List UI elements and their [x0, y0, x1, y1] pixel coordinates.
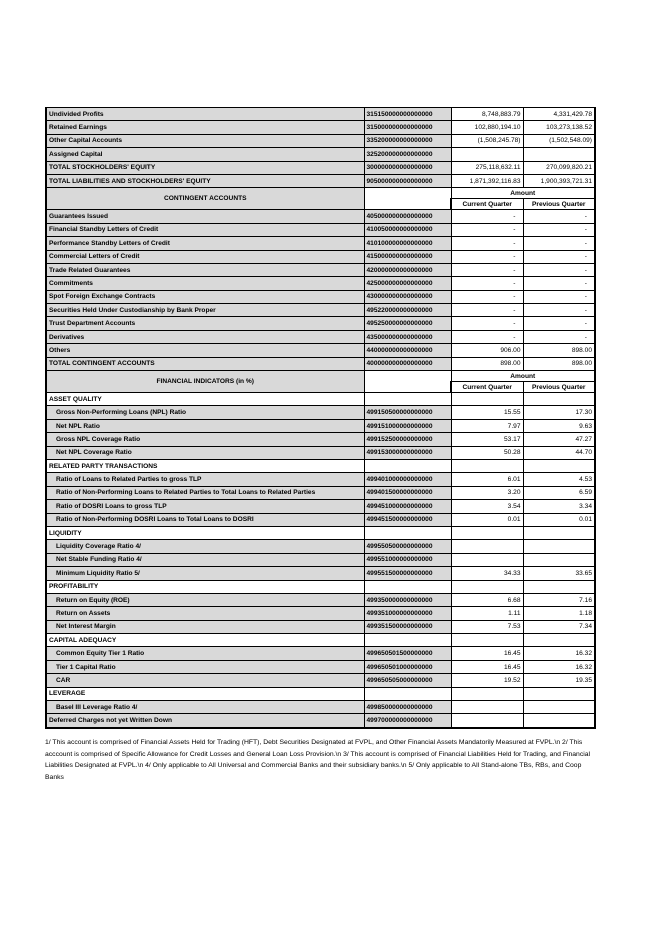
current-quarter-value — [451, 553, 523, 566]
current-quarter-value: 53.17 — [451, 433, 523, 446]
account-code: 410100000000000000 — [364, 237, 451, 250]
row-label: TOTAL STOCKHOLDERS' EQUITY — [46, 161, 364, 174]
financial-indicators-title: FINANCIAL INDICATORS (in %) — [46, 371, 364, 393]
row-label: Return on Assets — [46, 607, 364, 620]
contingent-accounts-title: CONTINGENT ACCOUNTS — [46, 188, 364, 210]
previous-quarter-value — [523, 714, 595, 728]
section-row — [46, 459, 595, 472]
current-quarter-value: 3.54 — [451, 500, 523, 513]
current-quarter-value: 898.00 — [451, 357, 523, 370]
row-label: Retained Earnings — [46, 121, 364, 134]
account-code: 499650501000000000 — [364, 660, 451, 673]
account-code: 499351500000000000 — [364, 620, 451, 633]
row-label: Trust Department Accounts — [46, 317, 364, 330]
table-row — [46, 419, 595, 432]
row-label: Guarantees Issued — [46, 210, 364, 223]
row-label: Basel III Leverage Ratio 4/ — [46, 701, 364, 714]
previous-quarter-value: - — [523, 263, 595, 276]
account-code: 499150500000000000 — [364, 406, 451, 419]
table-row — [46, 593, 595, 606]
blank-cell — [364, 526, 451, 539]
current-quarter-value: 275,118,632.11 — [451, 161, 523, 174]
account-code: 905000000000000000 — [364, 174, 451, 187]
account-code: 415000000000000000 — [364, 250, 451, 263]
section-row — [46, 393, 595, 406]
account-code: 499151000000000000 — [364, 419, 451, 432]
current-quarter-value: 102,880,194.10 — [451, 121, 523, 134]
table-row — [46, 277, 595, 290]
account-code: 499401000000000000 — [364, 473, 451, 486]
previous-quarter-value: - — [523, 330, 595, 343]
table-row — [46, 263, 595, 276]
table-row — [46, 540, 595, 553]
row-label: Net Stable Funding Ratio 4/ — [46, 553, 364, 566]
previous-quarter-value: 4.53 — [523, 473, 595, 486]
previous-quarter-value: - — [523, 277, 595, 290]
previous-quarter-value: 33.65 — [523, 567, 595, 580]
section-row — [46, 580, 595, 593]
blank-cell — [523, 580, 595, 593]
financial-indicators-header — [46, 371, 595, 382]
table-row — [46, 250, 595, 263]
table-row — [46, 647, 595, 660]
table-row — [46, 446, 595, 459]
table-row — [46, 304, 595, 317]
current-quarter-value: - — [451, 304, 523, 317]
account-code: 499551000000000000 — [364, 553, 451, 566]
table-row — [46, 701, 595, 714]
previous-quarter-value: 44.70 — [523, 446, 595, 459]
previous-quarter-value: - — [523, 223, 595, 236]
account-code: 499153000000000000 — [364, 446, 451, 459]
account-code: 405000000000000000 — [364, 210, 451, 223]
current-quarter-value: 15.55 — [451, 406, 523, 419]
row-label: Derivatives — [46, 330, 364, 343]
account-code: 495220000000000000 — [364, 304, 451, 317]
account-code: 315150000000000000 — [364, 108, 451, 121]
section-label: RELATED PARTY TRANSACTIONS — [46, 459, 364, 472]
previous-quarter-value: 6.59 — [523, 486, 595, 499]
current-quarter-header: Current Quarter — [451, 382, 523, 393]
blank-cell — [523, 634, 595, 647]
row-label: Minimum Liquidity Ratio 5/ — [46, 567, 364, 580]
row-label: Securities Held Under Custodianship by Bank Proper — [46, 304, 364, 317]
table-row — [46, 330, 595, 343]
account-code: 440000000000000000 — [364, 344, 451, 357]
previous-quarter-value: - — [523, 317, 595, 330]
account-code: 499850000000000000 — [364, 701, 451, 714]
previous-quarter-value: 7.16 — [523, 593, 595, 606]
section-label: LIQUIDITY — [46, 526, 364, 539]
blank-cell — [523, 526, 595, 539]
table-row — [46, 357, 595, 370]
section-label: LEVERAGE — [46, 687, 364, 700]
previous-quarter-value: 0.01 — [523, 513, 595, 526]
row-label: Net NPL Ratio — [46, 419, 364, 432]
table-row — [46, 433, 595, 446]
section-label: CAPITAL ADEQUACY — [46, 634, 364, 647]
current-quarter-value: 1,871,392,116.83 — [451, 174, 523, 187]
row-label: Assigned Capital — [46, 148, 364, 161]
previous-quarter-value: - — [523, 250, 595, 263]
account-code: 325200000000000000 — [364, 148, 451, 161]
previous-quarter-value: 16.32 — [523, 660, 595, 673]
row-label: Net NPL Coverage Ratio — [46, 446, 364, 459]
row-label: Tier 1 Capital Ratio — [46, 660, 364, 673]
row-label: Others — [46, 344, 364, 357]
table-row — [46, 290, 595, 303]
row-label: Financial Standby Letters of Credit — [46, 223, 364, 236]
row-label: Deferred Charges not yet Written Down — [46, 714, 364, 728]
previous-quarter-value: 898.00 — [523, 344, 595, 357]
table-row — [46, 553, 595, 566]
row-label: Ratio of Loans to Related Parties to gross TLP — [46, 473, 364, 486]
blank-cell — [364, 393, 451, 406]
blank-cell — [523, 393, 595, 406]
table-row — [46, 210, 595, 223]
row-label: Other Capital Accounts — [46, 134, 364, 147]
previous-quarter-value: 1.18 — [523, 607, 595, 620]
previous-quarter-value: - — [523, 304, 595, 317]
row-label: TOTAL CONTINGENT ACCOUNTS — [46, 357, 364, 370]
previous-quarter-value: - — [523, 210, 595, 223]
current-quarter-value: 7.53 — [451, 620, 523, 633]
previous-quarter-value: - — [523, 237, 595, 250]
account-code: 499152500000000000 — [364, 433, 451, 446]
current-quarter-value: 1.11 — [451, 607, 523, 620]
current-quarter-value: 16.45 — [451, 660, 523, 673]
blank-cell — [523, 687, 595, 700]
section-row — [46, 687, 595, 700]
row-label: CAR — [46, 674, 364, 687]
previous-quarter-value — [523, 148, 595, 161]
account-code: 430000000000000000 — [364, 290, 451, 303]
account-code: 499551500000000000 — [364, 567, 451, 580]
current-quarter-value: - — [451, 250, 523, 263]
row-label: Spot Foreign Exchange Contracts — [46, 290, 364, 303]
section-row — [46, 634, 595, 647]
blank-code-header — [364, 371, 451, 393]
current-quarter-value: - — [451, 277, 523, 290]
blank-cell — [364, 580, 451, 593]
blank-code-header — [364, 188, 451, 210]
current-quarter-value: 6.68 — [451, 593, 523, 606]
current-quarter-value: 6.01 — [451, 473, 523, 486]
account-code: 499350000000000000 — [364, 593, 451, 606]
current-quarter-value: - — [451, 317, 523, 330]
account-code: 499650501500000000 — [364, 647, 451, 660]
previous-quarter-value: (1,502,548.09) — [523, 134, 595, 147]
table-row — [46, 406, 595, 419]
previous-quarter-header: Previous Quarter — [523, 382, 595, 393]
table-row — [46, 607, 595, 620]
previous-quarter-value — [523, 553, 595, 566]
row-label: Gross Non-Performing Loans (NPL) Ratio — [46, 406, 364, 419]
table-row — [46, 714, 595, 728]
table-row — [46, 674, 595, 687]
blank-cell — [523, 459, 595, 472]
blank-cell — [451, 580, 523, 593]
current-quarter-value: 34.33 — [451, 567, 523, 580]
section-row — [46, 526, 595, 539]
previous-quarter-value: 47.27 — [523, 433, 595, 446]
current-quarter-value: - — [451, 290, 523, 303]
row-label: Ratio of Non-Performing DOSRI Loans to Total Loans to DOSRI — [46, 513, 364, 526]
account-code: 410050000000000000 — [364, 223, 451, 236]
current-quarter-header: Current Quarter — [451, 199, 523, 210]
statement-table — [45, 107, 596, 729]
table-row — [46, 620, 595, 633]
previous-quarter-value: 270,099,820.21 — [523, 161, 595, 174]
current-quarter-value: 906.00 — [451, 344, 523, 357]
table-row — [46, 486, 595, 499]
account-code: 400000000000000000 — [364, 357, 451, 370]
table-row — [46, 513, 595, 526]
table-row — [46, 174, 595, 187]
table-row — [46, 134, 595, 147]
section-label: PROFITABILITY — [46, 580, 364, 593]
table-row — [46, 500, 595, 513]
current-quarter-value — [451, 148, 523, 161]
current-quarter-value: 3.20 — [451, 486, 523, 499]
table-row — [46, 317, 595, 330]
row-label: Commitments — [46, 277, 364, 290]
account-code: 435000000000000000 — [364, 330, 451, 343]
account-code: 300000000000000000 — [364, 161, 451, 174]
row-label: Common Equity Tier 1 Ratio — [46, 647, 364, 660]
table-row — [46, 108, 595, 121]
table-row — [46, 121, 595, 134]
current-quarter-value — [451, 540, 523, 553]
blank-cell — [364, 687, 451, 700]
row-label: Performance Standby Letters of Credit — [46, 237, 364, 250]
current-quarter-value: - — [451, 263, 523, 276]
row-label: Undivided Profits — [46, 108, 364, 121]
row-label: Gross NPL Coverage Ratio — [46, 433, 364, 446]
blank-cell — [451, 687, 523, 700]
current-quarter-value: - — [451, 210, 523, 223]
current-quarter-value: 16.45 — [451, 647, 523, 660]
current-quarter-value: 50.28 — [451, 446, 523, 459]
blank-cell — [364, 634, 451, 647]
row-label: Ratio of DOSRI Loans to gross TLP — [46, 500, 364, 513]
account-code: 495250000000000000 — [364, 317, 451, 330]
account-code: 315000000000000000 — [364, 121, 451, 134]
table-row — [46, 161, 595, 174]
previous-quarter-value: 19.35 — [523, 674, 595, 687]
blank-cell — [451, 459, 523, 472]
previous-quarter-value — [523, 540, 595, 553]
row-label: Commercial Letters of Credit — [46, 250, 364, 263]
account-code: 499351000000000000 — [364, 607, 451, 620]
previous-quarter-value: 9.63 — [523, 419, 595, 432]
row-label: Return on Equity (ROE) — [46, 593, 364, 606]
previous-quarter-value: 103,273,138.52 — [523, 121, 595, 134]
row-label: Trade Related Guarantees — [46, 263, 364, 276]
financial-statement-sheet — [45, 107, 594, 729]
previous-quarter-value: - — [523, 290, 595, 303]
account-code: 499401500000000000 — [364, 486, 451, 499]
blank-cell — [451, 526, 523, 539]
previous-quarter-value: 3.34 — [523, 500, 595, 513]
row-label: Liquidity Coverage Ratio 4/ — [46, 540, 364, 553]
table-row — [46, 473, 595, 486]
current-quarter-value: 0.01 — [451, 513, 523, 526]
blank-cell — [364, 459, 451, 472]
previous-quarter-value: 1,900,393,721.31 — [523, 174, 595, 187]
section-label: ASSET QUALITY — [46, 393, 364, 406]
current-quarter-value: 19.52 — [451, 674, 523, 687]
account-code: 499451000000000000 — [364, 500, 451, 513]
current-quarter-value: 8,748,883.79 — [451, 108, 523, 121]
current-quarter-value: - — [451, 237, 523, 250]
previous-quarter-value: 7.34 — [523, 620, 595, 633]
table-row — [46, 344, 595, 357]
current-quarter-value: 7.97 — [451, 419, 523, 432]
amount-header: Amount — [451, 188, 595, 199]
current-quarter-value: - — [451, 330, 523, 343]
previous-quarter-value: 898.00 — [523, 357, 595, 370]
table-row — [46, 148, 595, 161]
row-label: Ratio of Non-Performing Loans to Related Parties to Total Loans to Related Parties — [46, 486, 364, 499]
account-code: 425000000000000000 — [364, 277, 451, 290]
current-quarter-value: - — [451, 223, 523, 236]
amount-header: Amount — [451, 371, 595, 382]
previous-quarter-value — [523, 701, 595, 714]
footnotes: 1/ This account is comprised of Financial Assets Held for Trading (HFT), Debt Securities Designated at FVPL, and Other Financial Assets Mandatorily Measured at FVPL.\n 2/ This acccount is comprised of Specific Allowance for Credit Losses and General Loan Loss Provision.\n 3/ This account is comprised of Financial Liabilities Held for Trading, and Financial Liabilities Designated at FVPL.\n 4/ Only applicable to All Universal and Commercial Banks and their subsidiary banks.\n 5/ Only applicable to All Stand-alone TBs, RBs, and Coop Banks — [45, 739, 591, 781]
previous-quarter-value: 16.32 — [523, 647, 595, 660]
account-code: 499550500000000000 — [364, 540, 451, 553]
blank-cell — [451, 393, 523, 406]
current-quarter-value: (1,508,245.78) — [451, 134, 523, 147]
account-code: 499451500000000000 — [364, 513, 451, 526]
contingent-accounts-header — [46, 188, 595, 199]
account-code: 420000000000000000 — [364, 263, 451, 276]
row-label: Net Interest Margin — [46, 620, 364, 633]
account-code: 335200000000000000 — [364, 134, 451, 147]
current-quarter-value — [451, 714, 523, 728]
previous-quarter-header: Previous Quarter — [523, 199, 595, 210]
previous-quarter-value: 4,331,429.78 — [523, 108, 595, 121]
current-quarter-value — [451, 701, 523, 714]
table-row — [46, 237, 595, 250]
blank-cell — [451, 634, 523, 647]
account-code: 499700000000000000 — [364, 714, 451, 728]
row-label: TOTAL LIABILITIES AND STOCKHOLDERS' EQUITY — [46, 174, 364, 187]
previous-quarter-value: 17.30 — [523, 406, 595, 419]
account-code: 499650505000000000 — [364, 674, 451, 687]
table-row — [46, 660, 595, 673]
table-row — [46, 567, 595, 580]
table-row — [46, 223, 595, 236]
